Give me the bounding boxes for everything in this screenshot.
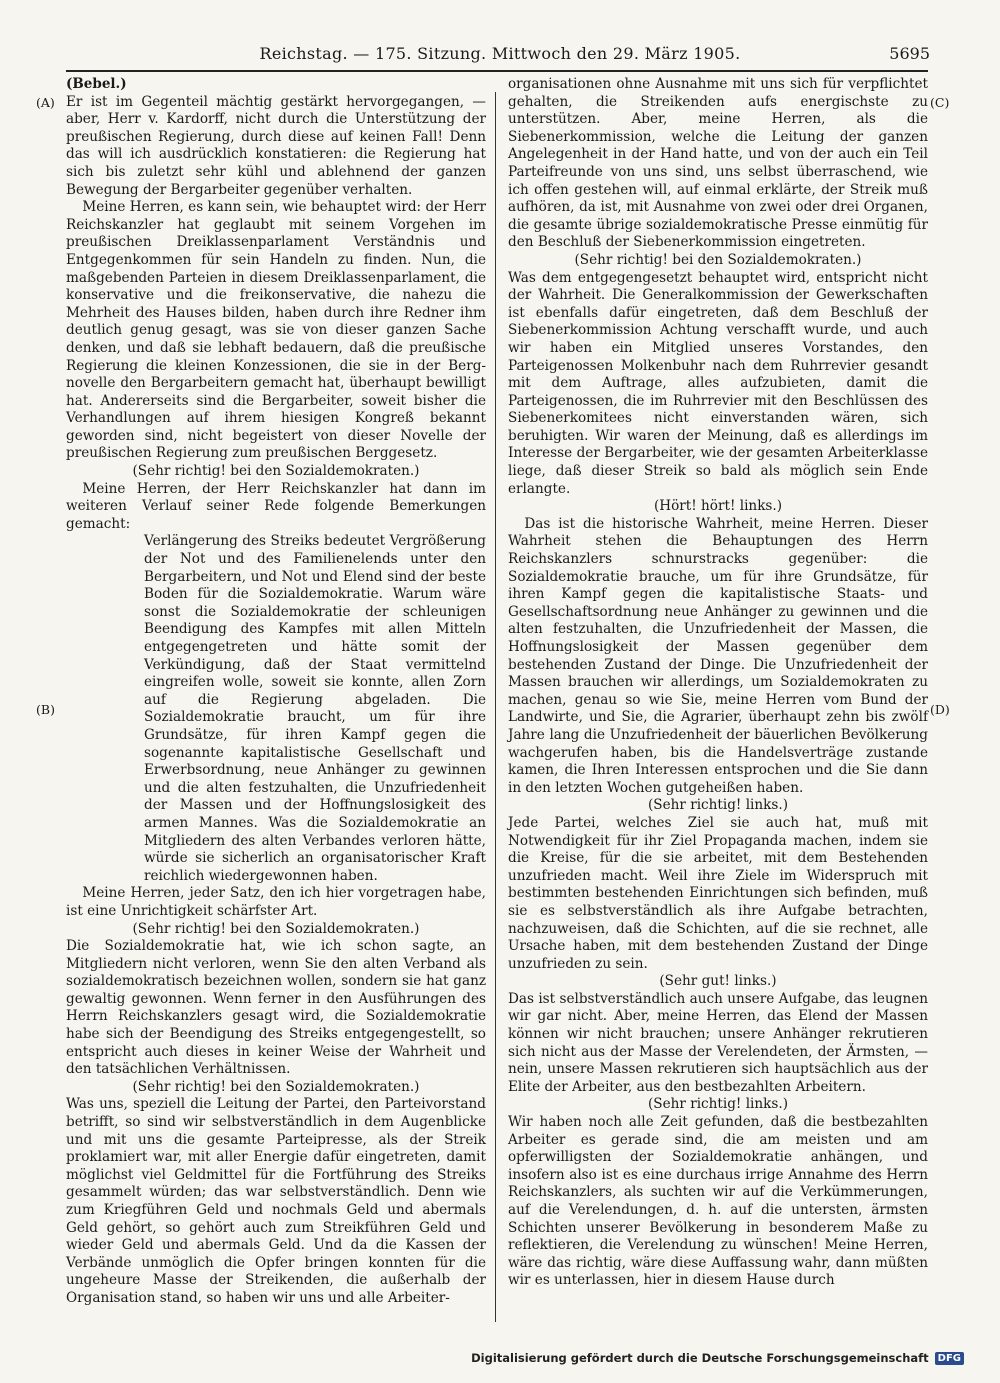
interjection: (Sehr richtig! bei den Sozialdemokraten.) [132, 920, 420, 937]
paragraph: Verlängerung des Streiks bedeutet Vergrößerung der Not und des Familienelends unter den Bergarbeitern, und Not und Elend sind der beste Boden für die Sozialdemokratie. Warum wäre sonst die Sozialdemokratie der schleunigen Beendigung des Kampfes mit allen Mitteln entgegengetreten und hätte somit der Verkündigung, daß der Staat vermittelnd eingreifen wolle, soweit sie konnte, allen Zorn auf die Regierung abgeladen. Die Sozialdemokratie braucht, um für ihre Grundsätze, für ihren Kampf gegen die sogenannte kapitalistische Gesellschaft und Erwerbsordnung, neue Anhänger zu gewinnen und die alten festzuhalten, die Unzufriedenheit der Massen und der Hoffnungslosigkeit des armen Mannes. Was die Sozialdemokratie an Mitgliedern des alten Verbandes verloren hätte, würde sie sicherlich an organisatorischer Kraft reichlich wiedergewonnen haben. [144, 533, 486, 884]
footer-text: Digitalisierung gefördert durch die Deutsche Forschungsgemeinschaft [471, 1351, 929, 1365]
interjection: (Hört! hört! links.) [653, 498, 783, 515]
margin-marker-d: (D) [930, 702, 950, 717]
paragraph: Die Sozialdemokratie hat, wie ich schon sagte, an Mitgliedern nicht verloren, wenn Sie den alten Verband als sozialdemokratisch bezeichnen wollen, sondern sie hat ganz gewaltig gewonnen. Wenn ferner in den Ausführungen des Herrn Reichskanzlers gesagt wird, die Sozialdemokratie habe sich der Beendigung des Streiks entgegengestellt, so entspricht auch dieses in keiner Weise der Wahrheit und den tatsächlichen Verhältnissen. [66, 938, 486, 1078]
paragraph: Was dem entgegengesetzt behauptet wird, entspricht nicht der Wahrheit. Die Generalkommission der Gewerkschaften ist ebenfalls dafür eingetreten, daß dem Beschluß der Siebenerkommission Achtung verschafft wurde, und auch wir haben ein Mitglied unseres Vorstandes, den Parteigenossen Molkenbuhr nach dem Ruhrrevier gesandt mit dem Auftrage, alles aufzubieten, damit die Parteigenossen, die im Ruhrrevier mit den Beschlüssen des Siebenerkomitees nicht einverstanden wären, sich beruhigten. Wir waren der Meinung, daß es allerdings im Interesse der Bergarbeiter, wie der gesamten Arbeiterklasse liege, daß dieser Streik so bald als möglich sein Ende erlangte. [508, 269, 928, 497]
paragraph: Das ist die historische Wahrheit, meine Herren. Dieser Wahrheit stehen die Behauptungen des Herrn Reichskanzlers schnurstracks gegenüber: die Sozialdemokratie brauche, um für ihre Grundsätze, für ihren Kampf gegen die kapitalistische Staats- und Gesellschaftsordnung neue Anhänger zu gewinnen und die alten festzuhalten, die Unzufriedenheit der Massen, die Hoffnungslosigkeit der Massen gegenüber dem bestehenden Zustand der Dinge. Die Unzufriedenheit der Massen brauchen wir allerdings, um Sozialdemokraten zu machen, genau so wie Sie, meine Herren vom Bund der Landwirte, und Sie, die Agrarier, überhaupt zehn bis zwölf Jahre lang die Unzufriedenheit der bäuerlichen Bevölkerung wachgerufen haben, bis die Handelsverträge zustande kamen, die Ihren Interessen entsprochen und die Sie dann in den letzten Wochen gutgeheißen haben. [508, 515, 928, 796]
right-column [508, 76, 928, 1290]
interjection: (Sehr richtig! bei den Sozialdemokraten.) [574, 251, 862, 268]
interjection: (Sehr richtig! links.) [647, 797, 789, 814]
page-number: 5695 [889, 44, 930, 63]
margin-marker-b: (B) [36, 702, 55, 717]
margin-marker-a: (A) [36, 95, 55, 110]
paragraph: Wir haben noch alle Zeit gefunden, daß die bestbezahlten Arbeiter es gerade sind, die am meisten und am opferwilligsten der Sozialdemokratie anhängen, und insofern also ist es eine durchaus irrige Annahme des Herrn Reichskanzlers, als suchten wir auf die Verkümmerungen, auf die Verelendungen, d. h. auf die untersten, ärmsten Schichten unserer Bevölkerung in besonderem Maße zu reflektieren, die Verelendung zu wünschen! Meine Herren, wäre das richtig, wäre diese Auffassung wahr, dann müßten wir es unterlassen, hier in diesem Hause durch [508, 1114, 928, 1289]
paragraph: Was uns, speziell die Leitung der Partei, den Parteivorstand betrifft, so sind wir selbstverständlich in dem Augenblicke und mit uns die gesamte Parteipresse, als der Streik proklamiert war, mit aller Energie dafür eingetreten, damit möglichst viel Geldmittel für die Fortführung des Streiks gesammelt würden; das war selbstverständlich. Denn wie zum Kriegführen Geld und nochmals Geld und abermals Geld gehört, so gehört auch zum Streikführen Geld und wieder Geld und abermals Geld. Und da die Kassen der Verbände unmöglich die Opfer bringen konnten für die ungeheure Masse der Streikenden, die außerhalb der Organisation stand, so haben wir uns und alle Arbeiter- [66, 1096, 486, 1306]
paragraph: organisationen ohne Ausnahme mit uns sich für verpflichtet gehalten, die Streikenden aufs energischste zu unterstützen. Aber, meine Herren, als die Siebenerkommission, welche die Leitung der ganzen Angelegenheit in der Hand hatte, und von der auch ein Teil Parteifreunde von uns sind, uns selbst überraschend, wie ich offen gestehen will, auf einmal erklärte, der Streik muß aufhören, da ist, mit Ausnahme von zwei oder drei Organen, die gesamte übrige sozialdemokratische Presse einmütig für den Beschluß der Siebenerkommission eingetreten. [508, 76, 928, 251]
page-header [70, 44, 930, 70]
margin-marker-c: (C) [930, 95, 950, 110]
interjection: (Sehr richtig! bei den Sozialdemokraten.) [132, 1078, 420, 1095]
paragraph: Er ist im Gegenteil mächtig gestärkt hervorgegangen, — aber, Herr v. Kardorff, nicht durch die Unterstützung der preußischen Regierung, durch diese auf keinen Fall! Denn das will ich ausdrücklich konstatieren: die Regierung hat sich bis zuletzt sehr kühl und ablehnend der ganzen Bewegung der Bergarbeiter gegenüber verhalten. [66, 93, 486, 198]
paragraph: Jede Partei, welches Ziel sie auch hat, muß mit Notwendigkeit für ihr Ziel Propaganda machen, indem sie die Kreise, für die sie arbeitet, mit dem Bestehenden unzufrieden macht. Weil ihre Ziele im Widerspruch mit bestimmten bestehenden Einrichtungen sich befinden, muß sie es selbstverständlich als ihre Aufgabe betrachten, nachzuweisen, daß die Schichten, auf die sie rechnet, alle Ursache haben, mit dem bestehenden Zustand der Dinge unzufrieden zu sein. [508, 814, 928, 972]
paragraph: Meine Herren, es kann sein, wie behauptet wird: der Herr Reichskanzler hat geglaubt mit seinem Vorgehen im preußischen Dreiklassenparlament Verständnis und Entgegenkommen für sein Handeln zu finden. Nun, die maßgebenden Parteien in diesem Dreiklassenparlament, die konservative und die freikonservative, die nahezu die Mehrheit des Hauses bilden, haben durch ihre Redner ihm deutlich genug gesagt, was sie von dieser ganzen Sache denken, und daß sie lebhaft bedauern, daß die preußische Regierung die kleinen Konzessionen, die sie in der Bergnovelle den Bergarbeitern gemacht hat, überhaupt bewilligt hat. Andererseits sind die Bergarbeiter, soweit bisher die Verhandlungen auf ihrem hiesigen Kongreß bekannt geworden sind, nicht begeistert von dieser Novelle der preußischen Regierung zum preußischen Berggesetz. [66, 199, 486, 462]
column-divider [495, 92, 496, 1322]
interjection: (Sehr richtig! links.) [647, 1096, 789, 1113]
footer [471, 1351, 964, 1365]
interjection: (Sehr richtig! bei den Sozialdemokraten.) [132, 463, 420, 480]
interjection: (Sehr gut! links.) [659, 973, 777, 990]
speaker-name: (Bebel.) [66, 76, 127, 92]
dfg-logo: DFG [935, 1352, 964, 1365]
left-column [66, 76, 486, 1308]
paragraph: Meine Herren, der Herr Reichskanzler hat dann im weiteren Verlauf seiner Rede folgende Bemerkungen gemacht: [66, 480, 486, 532]
paragraph: Das ist selbstverständlich auch unsere Aufgabe, das leugnen wir gar nicht. Aber, meine Herren, das Elend der Massen können wir nicht brauchen; unsere Anhänger rekrutieren sich nicht aus der Masse der Verelendeten, der Ärmsten, — nein, unsere Massen rekrutieren sich hauptsächlich aus der Elite der Arbeiter, aus den bestbezahlten Arbeitern. [508, 990, 928, 1095]
page-title: Reichstag. — 175. Sitzung. Mittwoch den 29. März 1905. [259, 44, 741, 63]
header-rule [66, 70, 928, 72]
paragraph: Meine Herren, jeder Satz, den ich hier vorgetragen habe, ist eine Unrichtigkeit schärfster Art. [66, 885, 486, 919]
